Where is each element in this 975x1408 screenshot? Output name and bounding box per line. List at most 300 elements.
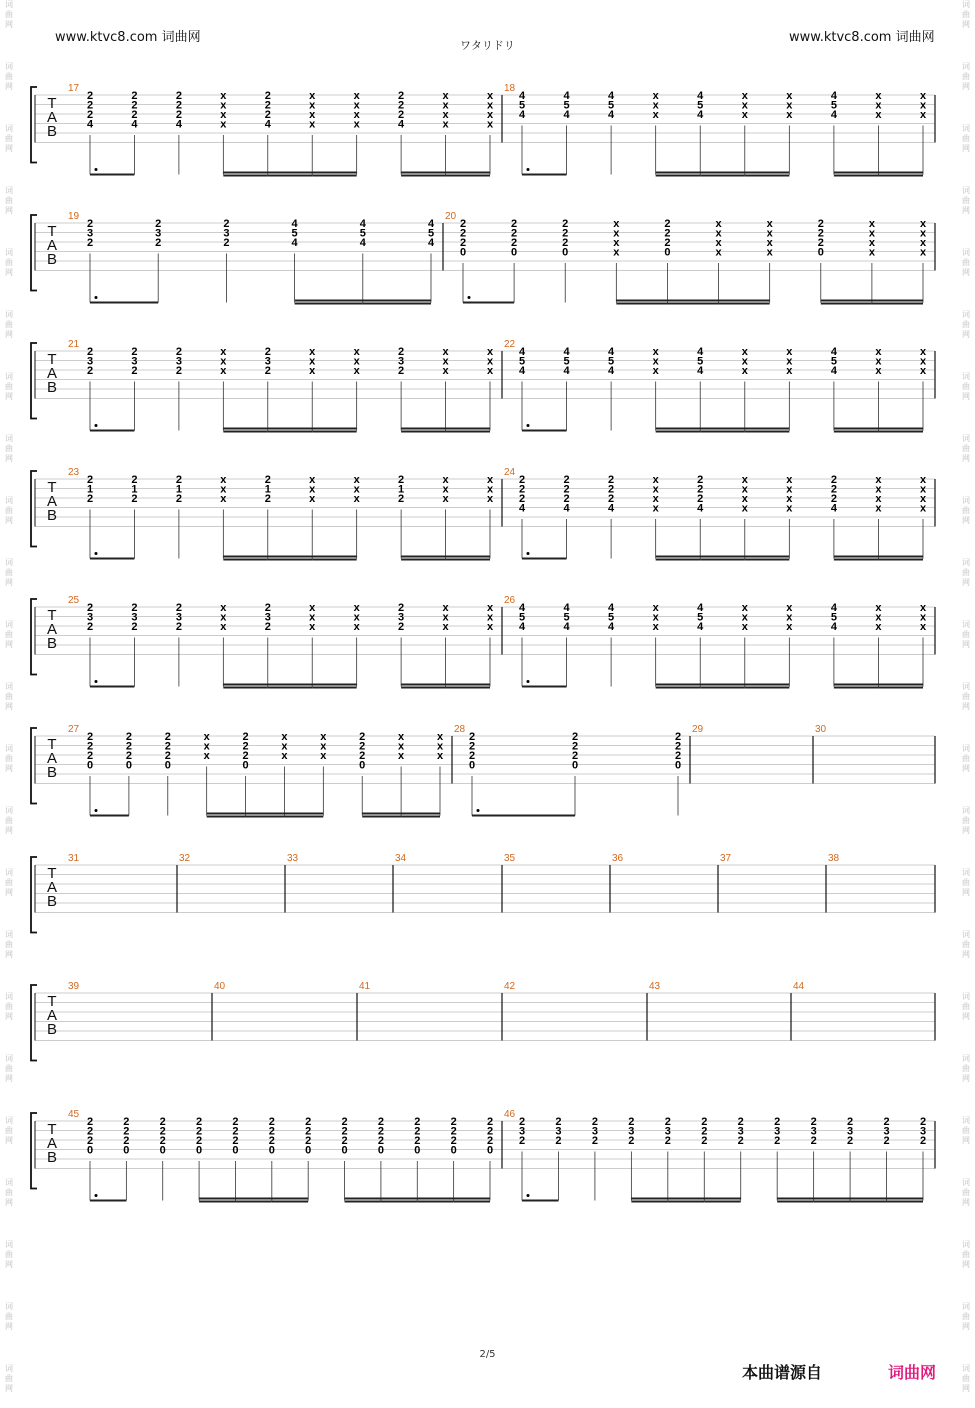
fret-number: 2: [242, 731, 249, 743]
fret-number: 0: [377, 1144, 384, 1157]
fret-number: 2: [175, 493, 182, 505]
system-bracket: [31, 985, 37, 1061]
fret-number: 2: [459, 227, 467, 240]
fret-number: 0: [511, 246, 518, 259]
footer-source-label: 本曲谱源自: [742, 1363, 823, 1382]
watermark-glyph-group: 词 曲 网: [5, 992, 13, 1021]
watermark-glyph-group: 词 曲 网: [962, 124, 970, 153]
fret-number: 2: [175, 109, 182, 121]
fret-number: 2: [175, 346, 182, 358]
fret-number: 3: [883, 1125, 890, 1138]
note-dot: [95, 809, 98, 812]
fret-number: 0: [817, 246, 824, 259]
fret-number: x: [652, 474, 659, 486]
measure-number: 45: [68, 1109, 80, 1120]
fret-number: x: [281, 731, 288, 743]
fret-number: 2: [518, 1116, 526, 1128]
fret-number: 2: [232, 1116, 239, 1128]
tab-clef-letter: B: [46, 635, 58, 652]
fret-number: 4: [518, 502, 526, 515]
tab-clef-letter: T: [47, 479, 57, 496]
fret-number: 4: [830, 109, 837, 121]
fret-number: 2: [232, 1125, 239, 1138]
fret-number: x: [786, 109, 793, 121]
fret-number: x: [220, 602, 227, 614]
fret-number: 0: [86, 1144, 94, 1157]
watermark-glyph-group: 词 曲 网: [5, 868, 13, 897]
fret-number: 2: [175, 90, 182, 102]
watermark-glyph-group: 词 曲 网: [962, 868, 970, 897]
note-dot: [477, 809, 480, 812]
watermark-glyph-group: 词 曲 网: [962, 434, 970, 463]
fret-number: 2: [563, 474, 570, 486]
fret-number: 4: [697, 90, 704, 102]
measure-number: 40: [214, 981, 226, 992]
tab-clef-letter: T: [47, 351, 57, 368]
fret-number: x: [486, 365, 494, 377]
fret-number: 2: [697, 493, 704, 505]
fret-number: 2: [883, 1116, 890, 1128]
fret-number: x: [442, 483, 449, 496]
fret-number: x: [309, 365, 316, 377]
fret-number: x: [442, 346, 449, 358]
fret-number: 4: [518, 621, 526, 633]
fret-number: 2: [264, 602, 271, 614]
fret-number: 2: [664, 1116, 671, 1128]
fret-number: 3: [398, 611, 405, 624]
fret-number: 1: [86, 483, 94, 496]
fret-number: x: [652, 493, 659, 505]
fret-number: x: [741, 621, 748, 633]
fret-number: 2: [774, 1116, 781, 1128]
page-number: 2/5: [479, 1349, 496, 1360]
fret-number: 2: [341, 1125, 348, 1138]
fret-number: 2: [268, 1135, 275, 1147]
fret-number: x: [442, 365, 449, 377]
fret-number: 2: [268, 1125, 275, 1138]
measure-number: 21: [68, 339, 80, 350]
fret-number: 3: [398, 355, 405, 368]
fret-number: x: [486, 493, 494, 505]
fret-number: x: [875, 109, 882, 121]
fret-number: x: [875, 611, 882, 624]
measure-number: 18: [504, 83, 516, 94]
watermark-glyph-group: 词 曲 网: [5, 186, 13, 215]
fret-number: 2: [847, 1116, 854, 1128]
fret-number: x: [875, 365, 882, 377]
fret-number: x: [741, 493, 748, 505]
fret-number: 2: [414, 1125, 421, 1138]
fret-number: x: [309, 118, 316, 131]
fret-number: 4: [86, 118, 94, 131]
measure-number: 22: [504, 339, 516, 350]
fret-number: x: [875, 474, 882, 486]
measure-number: 31: [68, 853, 80, 864]
measure-number: 27: [68, 724, 80, 735]
fret-number: 2: [571, 750, 579, 762]
fret-number: 4: [518, 602, 526, 614]
fret-number: 3: [591, 1125, 598, 1138]
tab-clef-letter: B: [46, 507, 58, 524]
fret-number: 2: [86, 750, 94, 762]
fret-number: 2: [398, 109, 405, 121]
note-dot: [527, 680, 530, 683]
fret-number: x: [613, 246, 620, 259]
fret-number: 2: [377, 1125, 384, 1138]
fret-number: 2: [125, 731, 132, 743]
fret-number: x: [220, 109, 227, 121]
fret-number: 4: [830, 365, 837, 377]
fret-number: 2: [518, 493, 526, 505]
fret-number: 4: [359, 218, 366, 230]
fret-number: 2: [123, 1116, 130, 1128]
fret-number: x: [309, 483, 316, 496]
fret-number: x: [741, 474, 748, 486]
fret-number: 2: [131, 346, 138, 358]
fret-number: x: [436, 750, 444, 762]
fret-number: 0: [450, 1144, 457, 1157]
fret-number: 5: [518, 355, 526, 368]
tab-clef-letter: T: [47, 223, 57, 240]
fret-number: 2: [563, 493, 570, 505]
fret-number: 3: [847, 1125, 854, 1138]
fret-number: 0: [232, 1144, 239, 1157]
fret-number: 2: [341, 1135, 348, 1147]
system-bracket: [31, 343, 37, 419]
measure-number: 41: [359, 981, 371, 992]
measure-number: 46: [504, 1109, 516, 1120]
measure-number: 39: [68, 981, 80, 992]
fret-number: x: [875, 493, 882, 505]
fret-number: x: [281, 750, 288, 762]
fret-number: x: [486, 483, 494, 496]
fret-number: 4: [264, 118, 271, 131]
fret-number: 5: [563, 355, 570, 368]
fret-number: 3: [264, 355, 271, 368]
fret-number: x: [741, 99, 748, 112]
fret-number: 2: [159, 1116, 166, 1128]
fret-number: x: [741, 483, 748, 496]
fret-number: 2: [571, 731, 579, 743]
fret-number: 0: [341, 1144, 348, 1157]
fret-number: 2: [264, 493, 271, 505]
measure-number: 37: [720, 853, 732, 864]
note-dot: [95, 296, 98, 299]
note-dot: [468, 296, 471, 299]
fret-number: 0: [86, 759, 94, 772]
watermark-glyph-group: 词 曲 网: [5, 1364, 13, 1393]
fret-number: 0: [123, 1144, 130, 1157]
fret-number: x: [353, 611, 360, 624]
fret-number: x: [353, 474, 360, 486]
measure-number: 25: [68, 595, 80, 606]
fret-number: 4: [131, 118, 138, 131]
fret-number: 2: [131, 474, 138, 486]
watermark-glyph-group: 词 曲 网: [962, 1302, 970, 1331]
tab-clef-letter: B: [46, 1149, 58, 1166]
watermark-glyph-group: 词 曲 网: [962, 992, 970, 1021]
fret-number: 2: [562, 218, 569, 230]
fret-number: x: [919, 602, 927, 614]
fret-number: 2: [86, 740, 94, 753]
fret-number: x: [220, 99, 227, 112]
note-dot: [95, 424, 98, 427]
fret-number: x: [875, 502, 882, 515]
note-dot: [95, 680, 98, 683]
fret-number: 2: [919, 1135, 927, 1147]
fret-number: x: [919, 109, 927, 121]
measure-number: 24: [504, 467, 516, 478]
fret-number: x: [875, 483, 882, 496]
fret-number: 2: [737, 1135, 744, 1147]
fret-number: x: [652, 90, 659, 102]
fret-number: x: [766, 227, 773, 240]
fret-number: 2: [847, 1135, 854, 1147]
fret-number: 2: [123, 1125, 130, 1138]
fret-number: 2: [164, 750, 171, 762]
fret-number: 5: [830, 355, 837, 368]
fret-number: 2: [774, 1135, 781, 1147]
fret-number: x: [203, 740, 210, 753]
fret-number: 2: [674, 740, 682, 753]
fret-number: 4: [427, 237, 435, 249]
fret-number: x: [786, 621, 793, 633]
fret-number: 2: [131, 99, 138, 112]
fret-number: 2: [264, 365, 271, 377]
fret-number: 3: [175, 611, 182, 624]
fret-number: x: [486, 346, 494, 358]
fret-number: x: [281, 740, 288, 753]
tab-clef-letter: A: [46, 109, 58, 126]
fret-number: 5: [830, 99, 837, 112]
fret-number: x: [786, 474, 793, 486]
fret-number: x: [353, 346, 360, 358]
fret-number: x: [652, 483, 659, 496]
fret-number: 2: [450, 1135, 457, 1147]
measure-number: 32: [179, 853, 191, 864]
fret-number: 2: [175, 474, 182, 486]
fret-number: x: [353, 355, 360, 368]
fret-number: x: [715, 227, 722, 240]
fret-number: 2: [86, 1125, 94, 1138]
fret-number: 2: [196, 1116, 203, 1128]
measure-number: 26: [504, 595, 516, 606]
watermark-glyph-group: 词 曲 网: [5, 620, 13, 649]
fret-number: 2: [398, 602, 405, 614]
fret-number: x: [309, 602, 316, 614]
fret-number: x: [868, 227, 875, 240]
fret-number: 2: [359, 740, 366, 753]
watermark-glyph-group: 词 曲 网: [5, 930, 13, 959]
fret-number: 2: [817, 227, 824, 240]
fret-number: 2: [86, 474, 94, 486]
fret-number: 5: [608, 355, 615, 368]
fret-number: 2: [468, 731, 476, 743]
fret-number: x: [652, 611, 659, 624]
fret-number: 3: [86, 611, 94, 624]
fret-number: x: [486, 90, 494, 102]
fret-number: x: [652, 355, 659, 368]
fret-number: 4: [563, 109, 570, 121]
fret-number: 2: [359, 750, 366, 762]
fret-number: 2: [398, 90, 405, 102]
fret-number: x: [741, 602, 748, 614]
fret-number: 2: [86, 365, 94, 377]
fret-number: 2: [86, 621, 94, 633]
fret-number: x: [786, 365, 793, 377]
fret-number: 4: [830, 502, 837, 515]
fret-number: 4: [563, 90, 570, 102]
fret-number: 3: [223, 227, 230, 240]
watermark-glyph-group: 词 曲 网: [5, 310, 13, 339]
fret-number: 2: [125, 750, 132, 762]
fret-number: 2: [123, 1135, 130, 1147]
fret-number: 1: [398, 483, 405, 496]
watermark-glyph-group: 词 曲 网: [5, 1302, 13, 1331]
fret-number: 2: [555, 1135, 562, 1147]
fret-number: 4: [697, 602, 704, 614]
fret-number: x: [353, 602, 360, 614]
fret-number: 5: [608, 99, 615, 112]
fret-number: 2: [562, 237, 569, 249]
measure-number: 44: [793, 981, 805, 992]
fret-number: 2: [131, 90, 138, 102]
fret-number: 2: [86, 1116, 94, 1128]
fret-number: 4: [697, 621, 704, 633]
fret-number: 2: [674, 750, 682, 762]
fret-number: 2: [674, 731, 682, 743]
fret-number: 3: [664, 1125, 671, 1138]
fret-number: 2: [555, 1116, 562, 1128]
fret-number: x: [220, 346, 227, 358]
measure-number: 30: [815, 724, 827, 735]
fret-number: x: [203, 731, 210, 743]
fret-number: x: [486, 602, 494, 614]
fret-number: x: [436, 731, 444, 743]
watermark-glyph-group: 词 曲 网: [962, 620, 970, 649]
fret-number: x: [919, 611, 927, 624]
system-bracket: [31, 87, 37, 163]
tab-clef-letter: B: [46, 1021, 58, 1038]
fret-number: x: [919, 237, 927, 249]
watermark-glyph-group: 词 曲 网: [962, 248, 970, 277]
fret-number: 4: [398, 118, 405, 131]
fret-number: x: [398, 731, 405, 743]
measure-number: 19: [68, 211, 80, 222]
watermark-glyph-group: 词 曲 网: [5, 496, 13, 525]
fret-number: 4: [830, 346, 837, 358]
fret-number: 3: [919, 1125, 927, 1138]
fret-number: 4: [697, 346, 704, 358]
fret-number: x: [309, 346, 316, 358]
fret-number: 5: [697, 611, 704, 624]
fret-number: x: [715, 218, 722, 230]
fret-number: 2: [86, 237, 94, 249]
fret-number: x: [919, 246, 927, 259]
fret-number: x: [220, 118, 227, 131]
fret-number: 2: [810, 1116, 817, 1128]
watermark-glyph-group: 词 曲 网: [5, 682, 13, 711]
fret-number: x: [320, 750, 327, 762]
fret-number: 2: [701, 1116, 708, 1128]
fret-number: 0: [268, 1144, 275, 1157]
fret-number: x: [442, 99, 449, 112]
measure-number: 38: [828, 853, 840, 864]
fret-number: 3: [555, 1125, 562, 1138]
fret-number: 1: [131, 483, 138, 496]
fret-number: 2: [264, 474, 271, 486]
tab-clef-letter: B: [46, 123, 58, 140]
measure-number: 23: [68, 467, 80, 478]
fret-number: 2: [511, 218, 518, 230]
fret-number: x: [652, 99, 659, 112]
system-bracket: [31, 1113, 37, 1189]
fret-number: x: [613, 227, 620, 240]
fret-number: 3: [131, 355, 138, 368]
measure-number: 43: [649, 981, 661, 992]
fret-number: x: [486, 611, 494, 624]
fret-number: x: [652, 365, 659, 377]
fret-number: x: [442, 118, 449, 131]
fret-number: x: [486, 621, 494, 633]
song-title: ワタリドリ: [460, 39, 515, 52]
fret-number: 2: [377, 1116, 384, 1128]
fret-number: 2: [563, 483, 570, 496]
watermark-glyph-group: 词 曲 网: [5, 1054, 13, 1083]
fret-number: x: [652, 109, 659, 121]
fret-number: x: [766, 218, 773, 230]
tab-clef-letter: B: [46, 251, 58, 268]
fret-number: x: [741, 502, 748, 515]
fret-number: 2: [264, 346, 271, 358]
fret-number: x: [652, 621, 659, 633]
watermark-glyph-group: 词 曲 网: [962, 0, 970, 29]
fret-number: 4: [175, 118, 182, 131]
tab-clef-letter: T: [47, 607, 57, 624]
fret-number: x: [220, 493, 227, 505]
fret-number: x: [875, 602, 882, 614]
fret-number: 2: [398, 346, 405, 358]
watermark-glyph-group: 词 曲 网: [962, 558, 970, 587]
fret-number: 2: [414, 1116, 421, 1128]
fret-number: 2: [701, 1135, 708, 1147]
measure-number: 33: [287, 853, 299, 864]
fret-number: 2: [305, 1135, 312, 1147]
fret-number: x: [486, 99, 494, 112]
fret-number: 0: [242, 759, 249, 772]
fret-number: 2: [919, 1116, 927, 1128]
fret-number: 2: [359, 731, 366, 743]
watermark-glyph-group: 词 曲 网: [5, 744, 13, 773]
fret-number: 5: [427, 227, 435, 240]
fret-number: 4: [518, 109, 526, 121]
fret-number: 2: [175, 621, 182, 633]
fret-number: 4: [608, 346, 615, 358]
fret-number: 0: [359, 759, 366, 772]
fret-number: 2: [450, 1125, 457, 1138]
measure-number: 35: [504, 853, 516, 864]
watermark-glyph-group: 词 曲 网: [5, 434, 13, 463]
fret-number: 2: [86, 99, 94, 112]
tab-clef-letter: A: [46, 1135, 58, 1152]
fret-number: 3: [86, 355, 94, 368]
fret-number: 1: [175, 483, 182, 496]
fret-number: 0: [414, 1144, 421, 1157]
fret-number: x: [919, 621, 927, 633]
fret-number: x: [786, 502, 793, 515]
fret-number: x: [786, 90, 793, 102]
fret-number: x: [919, 99, 927, 112]
